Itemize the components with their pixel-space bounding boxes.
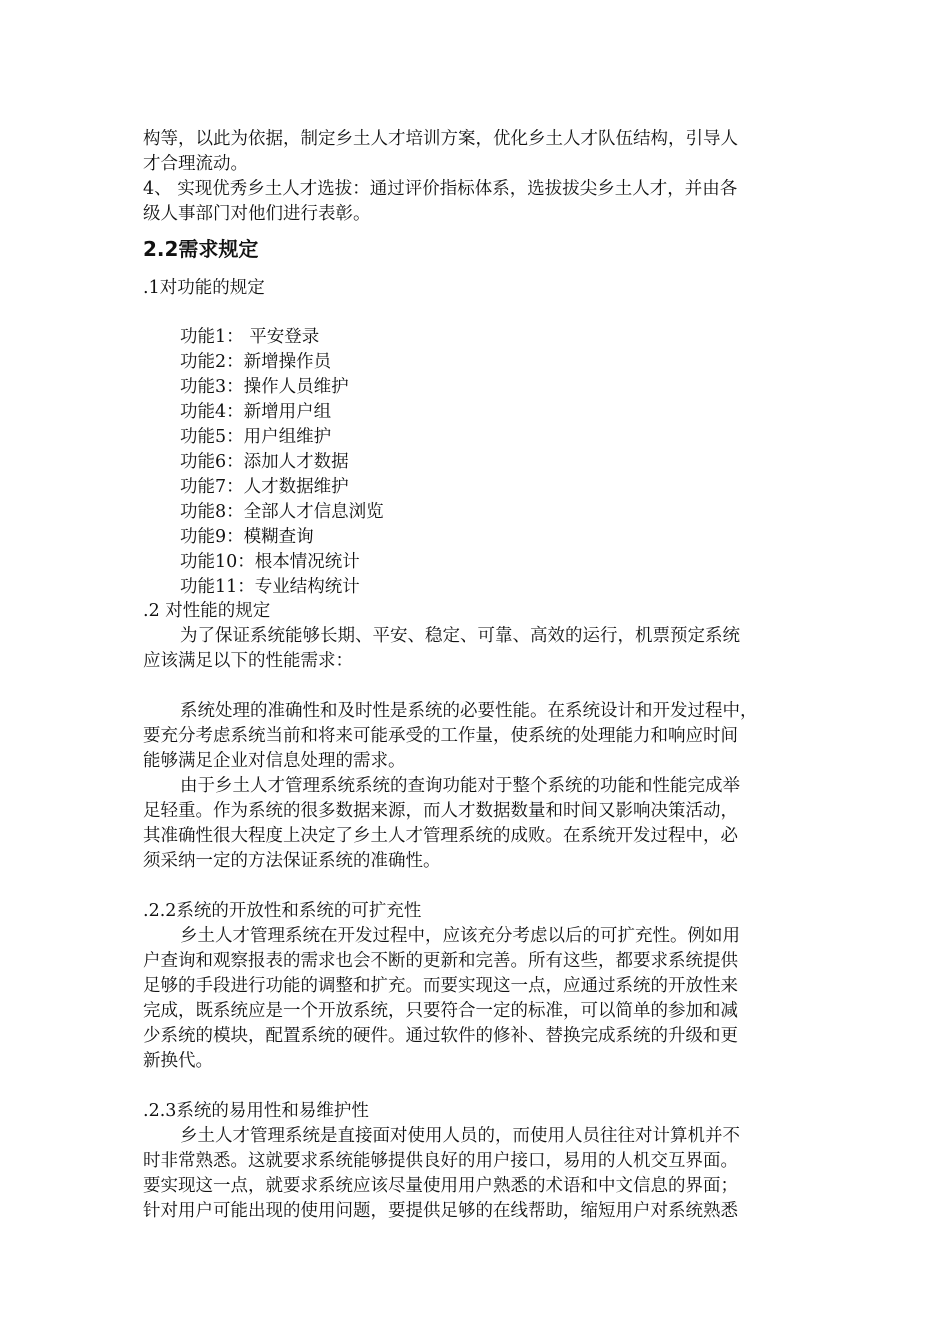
paragraph-line: 少系统的模块，配置系统的硬件。通过软件的修补、替换完成系统的升级和更 [143,1026,738,1046]
paragraph-line: 乡土人才管理系统在开发过程中，应该充分考虑以后的可扩充性。例如用 [180,926,740,946]
paragraph-line: 其准确性很大程度上决定了乡土人才管理系统的成败。在系统开发过程中，必 [143,826,738,846]
paragraph-line: 时非常熟悉。这就要求系统能够提供良好的用户接口，易用的人机交互界面。 [143,1151,738,1171]
paragraph-line: 能够满足企业对信息处理的需求。 [143,751,406,771]
subsection-title: .1对功能的规定 [143,278,265,298]
function-item: 功能2：新增操作员 [180,352,332,372]
paragraph-line: 要实现这一点，就要求系统应该尽量使用用户熟悉的术语和中文信息的界面； [143,1176,738,1196]
function-item: 功能8：全部人才信息浏览 [180,502,384,522]
paragraph-line: 要充分考虑系统当前和将来可能承受的工作量，使系统的处理能力和响应时间 [143,726,738,746]
subsection-title: .2 对性能的规定 [143,601,271,621]
paragraph-line: 新换代。 [143,1051,213,1071]
paragraph-line: 系统处理的准确性和及时性是系统的必要性能。在系统设计和开发过程中， [180,701,758,721]
function-item: 功能1： 平安登录 [180,327,320,347]
intro-line: 才合理流动。 [143,154,248,174]
paragraph-line: 户查询和观察报表的需求也会不断的更新和完善。所有这些，都要求系统提供 [143,951,738,971]
function-item: 功能9：模糊查询 [180,527,314,547]
paragraph-line: 乡土人才管理系统是直接面对使用人员的，而使用人员往往对计算机并不 [180,1126,740,1146]
function-item: 功能7：人才数据维护 [180,477,349,497]
function-item: 功能11：专业结构统计 [180,577,360,597]
paragraph-line: 针对用户可能出现的使用问题，要提供足够的在线帮助，缩短用户对系统熟悉 [143,1201,738,1221]
paragraph-line: 足够的手段进行功能的调整和扩充。而要实现这一点，应通过系统的开放性来 [143,976,738,996]
paragraph-line: 应该满足以下的性能需求： [143,651,353,671]
paragraph-line: 由于乡土人才管理系统系统的查询功能对于整个系统的功能和性能完成举 [180,776,740,796]
function-item: 功能10：根本情况统计 [180,552,360,572]
intro-line: 级人事部门对他们进行表彰。 [143,204,371,224]
paragraph-line: 足轻重。作为系统的很多数据来源，而人才数据数量和时间又影响决策活动， [143,801,738,821]
function-item: 功能5：用户组维护 [180,427,332,447]
paragraph-line: 须采纳一定的方法保证系统的准确性。 [143,851,441,871]
subsection-title: .2.2系统的开放性和系统的可扩充性 [143,901,422,921]
subsection-title: .2.3系统的易用性和易维护性 [143,1101,369,1121]
function-item: 功能6：添加人才数据 [180,452,349,472]
intro-line: 构等，以此为依据，制定乡土人才培训方案，优化乡土人才队伍结构，引导人 [143,129,738,149]
function-item: 功能3：操作人员维护 [180,377,349,397]
function-item: 功能4：新增用户组 [180,402,332,422]
paragraph-line: 完成，既系统应是一个开放系统，只要符合一定的标准，可以简单的参加和减 [143,1001,738,1021]
intro-line: 4、 实现优秀乡土人才选拔：通过评价指标体系，选拔拔尖乡土人才，并由各 [143,179,738,199]
paragraph-line: 为了保证系统能够长期、平安、稳定、可靠、高效的运行，机票预定系统 [180,626,740,646]
section-heading: 2.2需求规定 [143,237,259,261]
